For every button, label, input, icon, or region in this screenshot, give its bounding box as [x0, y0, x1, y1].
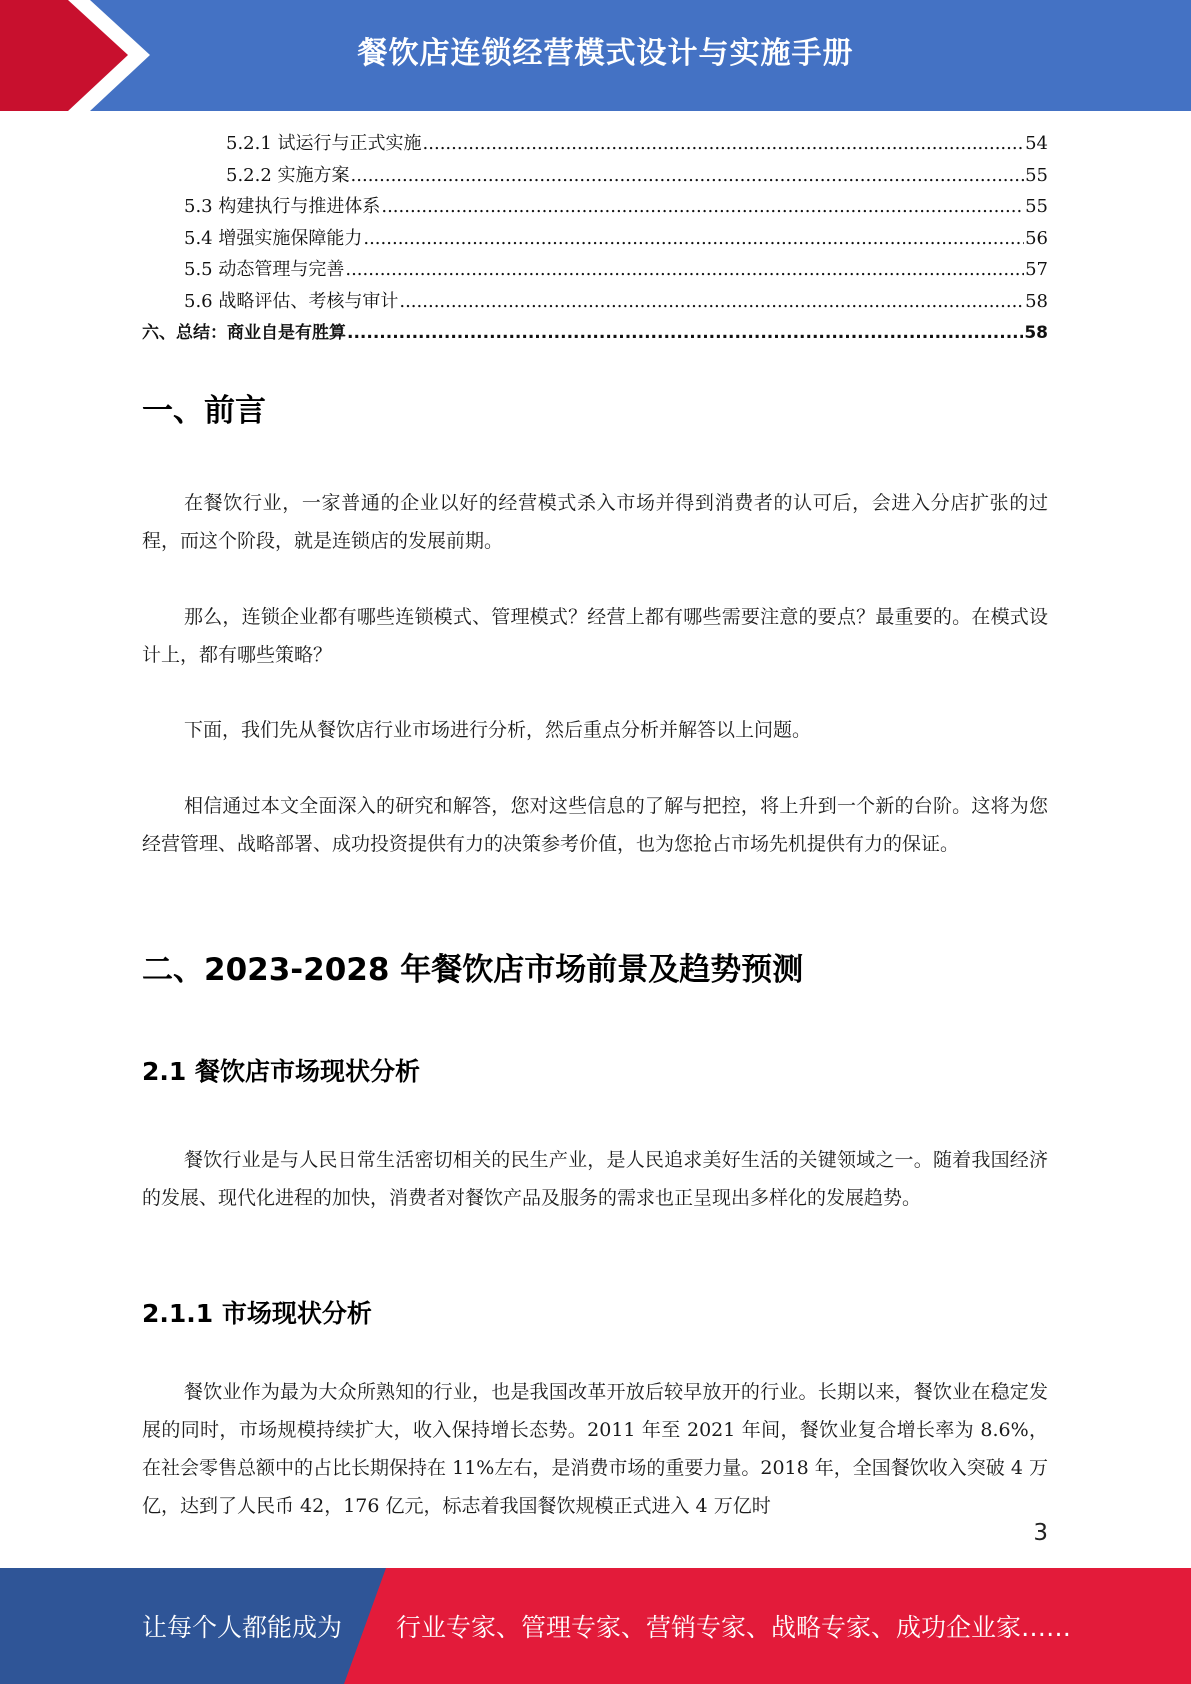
header-banner [0, 0, 1191, 111]
toc-entry-page: 58 [1025, 290, 1048, 312]
preface-paragraph-2: 那么，连锁企业都有哪些连锁模式、管理模式？经营上都有哪些需要注意的要点？最重要的。在模式设计上，都有哪些策略？ [142, 606, 1048, 666]
toc-entry-page: 58 [1024, 323, 1048, 343]
toc-entry-label: 5.2.2 实施方案 [226, 164, 350, 186]
toc-entry-page: 55 [1025, 164, 1048, 186]
chapter-2-heading: 二、2023-2028 年餐饮店市场前景及趋势预测 [142, 952, 804, 988]
toc-entry[interactable] [142, 129, 1048, 161]
toc-entry-page: 55 [1025, 196, 1048, 217]
toc-leader-dots [345, 259, 1024, 280]
section-2-1-paragraph: 餐饮行业是与人民日常生活密切相关的民生产业，是人民追求美好生活的关键领域之一。随着我国经济的发展、现代化进程的加快，消费者对餐饮产品及服务的需求也正呈现出多样化的发展趋势。 [142, 1149, 1048, 1209]
table-of-contents [142, 129, 1048, 350]
toc-entry-page: 56 [1025, 227, 1048, 249]
preface-paragraph-1: 在餐饮行业，一家普通的企业以好的经营模式杀入市场并得到消费者的认可后，会进入分店扩张的过程，而这个阶段，就是连锁店的发展前期。 [142, 492, 1048, 552]
footer-slogan-right: 行业专家、管理专家、营销专家、战略专家、成功企业家…… [396, 1613, 1072, 1642]
toc-leader-dots [399, 291, 1024, 312]
toc-entry[interactable] [142, 192, 1048, 224]
toc-entry-label: 六、总结：商业自是有胜算 [142, 323, 346, 343]
toc-entry-label: 5.4 增强实施保障能力 [184, 227, 363, 249]
toc-leader-dots [381, 196, 1024, 217]
toc-leader-dots [363, 228, 1024, 249]
toc-entry[interactable] [142, 224, 1048, 256]
toc-entry[interactable] [142, 287, 1048, 319]
section-2-1-heading: 2.1 餐饮店市场现状分析 [142, 1057, 420, 1086]
footer-banner [0, 1568, 1191, 1684]
toc-entry-label: 5.5 动态管理与完善 [184, 259, 345, 280]
preface-heading: 一、前言 [142, 393, 266, 429]
preface-paragraph-4: 相信通过本文全面深入的研究和解答，您对这些信息的了解与把控，将上升到一个新的台阶。这将为您经营管理、战略部署、成功投资提供有力的决策参考价值，也为您抢占市场先机提供有力的保证。 [142, 795, 1048, 855]
toc-leader-dots [423, 133, 1025, 154]
toc-entry-label: 5.6 战略评估、考核与审计 [184, 290, 399, 312]
toc-entry[interactable] [142, 255, 1048, 287]
document-title: 餐饮店连锁经营模式设计与实施手册 [357, 36, 854, 71]
preface-paragraph-3: 下面，我们先从餐饮店行业市场进行分析，然后重点分析并解答以上问题。 [184, 719, 812, 741]
page-number: 3 [1033, 1520, 1048, 1546]
toc-entry-page: 54 [1025, 133, 1048, 154]
toc-entry-label: 5.2.1 试运行与正式实施 [226, 133, 422, 154]
toc-entry-label: 5.3 构建执行与推进体系 [184, 196, 381, 217]
footer-slogan-left: 让每个人都能成为 [142, 1613, 343, 1642]
section-2-1-1-heading: 2.1.1 市场现状分析 [142, 1299, 372, 1328]
toc-leader-dots [351, 165, 1025, 186]
toc-entry[interactable] [142, 161, 1048, 193]
toc-leader-dots [347, 323, 1023, 343]
toc-entry-chapter[interactable] [142, 318, 1048, 350]
section-2-1-1-paragraph: 餐饮业作为最为大众所熟知的行业，也是我国改革开放后较早放开的行业。长期以来，餐饮业在稳定发展的同时，市场规模持续扩大，收入保持增长态势。2011 年至 2021 年间，餐饮业复合增长率为 8.6%，在社会零售总额中的占比长期保持在 11%左右，是消费市场的重要力量。2018 年，全国餐饮收入突破 4 万亿，达到了人民币 42，176 亿元，标志着我国餐饮规模正式进入 4 万亿时 [142, 1381, 1048, 1517]
toc-entry-page: 57 [1025, 259, 1048, 280]
